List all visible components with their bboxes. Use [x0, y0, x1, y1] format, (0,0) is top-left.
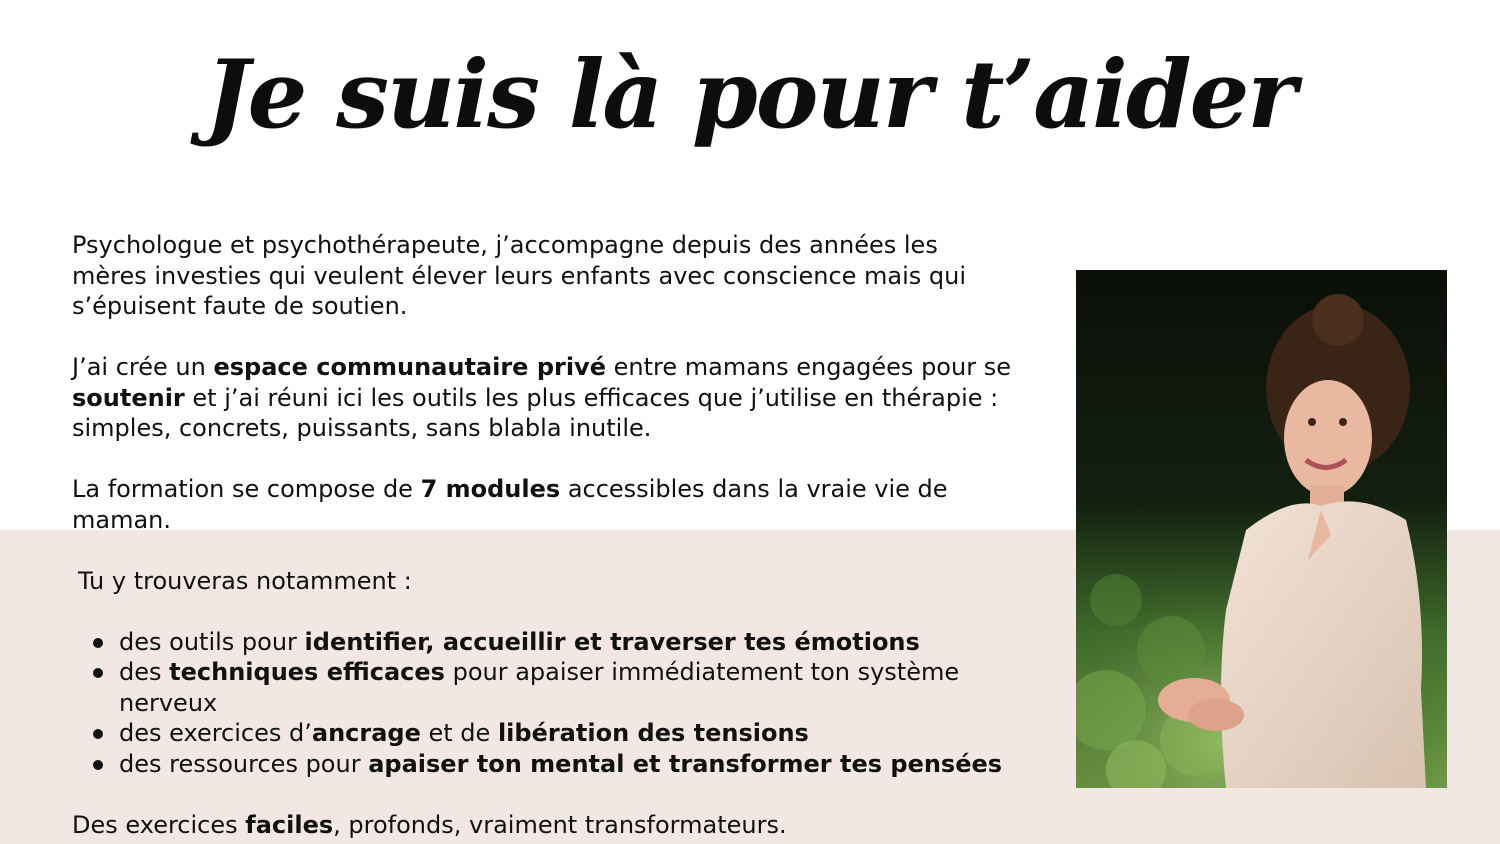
feature-list: [72, 627, 1012, 780]
list-item: des ressources pour apaiser ton mental et transformer tes pensées: [72, 749, 1012, 780]
bullet-icon: [93, 668, 103, 678]
formation-paragraph: La formation se compose de 7 modules accessibles dans la vraie vie de maman.: [72, 475, 948, 534]
list-intro: Tu y trouveras notamment :: [78, 566, 412, 595]
list-item: des outils pour identifier, accueillir et traverser tes émotions: [72, 627, 1012, 658]
content-text: [72, 230, 1012, 840]
bullet-icon: [93, 638, 103, 648]
portrait-photo: [1076, 270, 1447, 788]
page-title: Je suis là pour t’aider: [205, 40, 1295, 150]
community-paragraph: J’ai crée un espace communautaire privé entre mamans engagées pour se soutenir et j’ai réuni ici les outils les plus efficaces que j’utilise en thérapie : simples, concrets, puissants, sans blabla inutile.: [72, 353, 1011, 442]
bullet-icon: [93, 760, 103, 770]
bullet-icon: [93, 729, 103, 739]
closing-paragraph: Des exercices faciles, profonds, vraiment transformateurs.: [72, 810, 787, 839]
intro-paragraph: Psychologue et psychothérapeute, j’accompagne depuis des années les mères investies qui veulent élever leurs enfants avec conscience mais qui s’épuisent faute de soutien.: [72, 231, 967, 320]
portrait-illustration: [1076, 270, 1447, 788]
list-item: des techniques efficaces pour apaiser immédiatement ton système nerveux: [72, 657, 1012, 718]
list-item: des exercices d’ancrage et de libération des tensions: [72, 718, 1012, 749]
